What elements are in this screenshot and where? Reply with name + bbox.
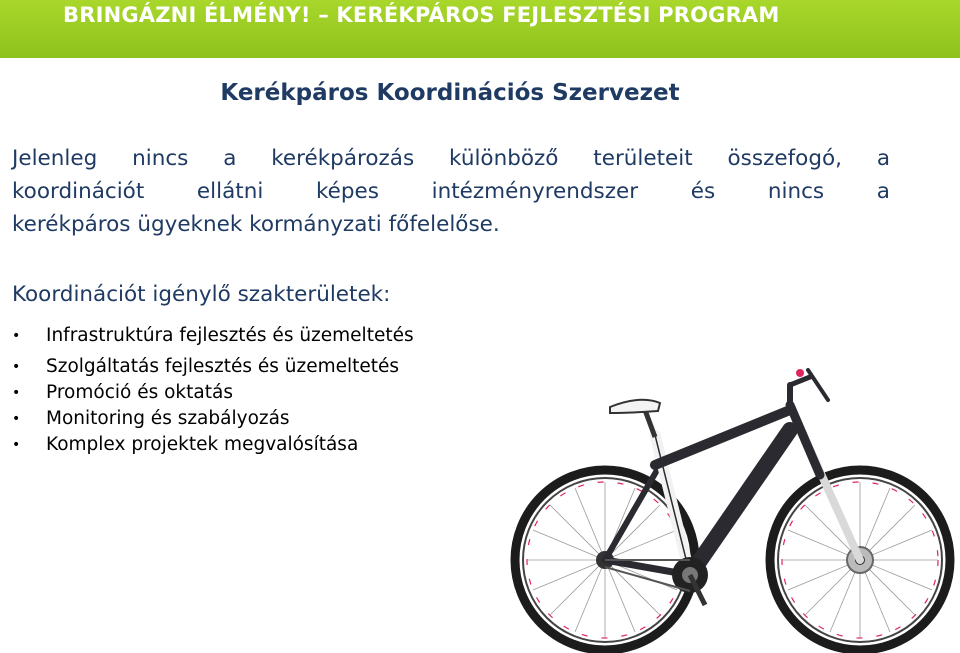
intro-word: nincs bbox=[132, 146, 189, 171]
intro-line-3: kerékpáros ügyeknek kormányzati főfelelőse. bbox=[12, 212, 500, 237]
bicycle-illustration bbox=[490, 355, 955, 653]
bullet-icon: • bbox=[12, 411, 21, 427]
intro-word: és bbox=[690, 179, 716, 204]
bullet-icon: • bbox=[12, 437, 21, 453]
intro-word: ellátni bbox=[196, 179, 264, 204]
intro-word: a bbox=[876, 179, 890, 204]
bullet-icon: • bbox=[12, 328, 21, 344]
page-title: Kerékpáros Koordinációs Szervezet bbox=[220, 80, 680, 106]
bullet-icon: • bbox=[12, 359, 21, 375]
intro-line-2 bbox=[12, 175, 890, 208]
intro-line-1 bbox=[12, 142, 890, 175]
intro-word: intézményrendszer bbox=[431, 179, 639, 204]
intro-word: a bbox=[223, 146, 237, 171]
banner-title: BRINGÁZNI ÉLMÉNY! – KERÉKPÁROS FEJLESZTÉSI PROGRAM bbox=[63, 3, 780, 27]
list-item-text: Infrastruktúra fejlesztés és üzemeltetés bbox=[46, 325, 414, 346]
intro-word: képes bbox=[315, 179, 379, 204]
intro-word: kerékpározás bbox=[271, 146, 415, 171]
list-item-text: Promóció és oktatás bbox=[46, 382, 233, 403]
intro-word: összefogó, bbox=[727, 146, 842, 171]
saddle bbox=[610, 400, 660, 437]
list-item-text: Monitoring és szabályozás bbox=[46, 408, 290, 429]
bullet-icon: • bbox=[12, 385, 21, 401]
intro-paragraph bbox=[12, 142, 890, 241]
intro-word: koordinációt bbox=[12, 179, 145, 204]
intro-word: nincs bbox=[767, 179, 825, 204]
intro-word: különböző bbox=[449, 146, 559, 171]
intro-word: Jelenleg bbox=[12, 146, 98, 171]
list-heading: Koordinációt igénylő szakterületek: bbox=[12, 282, 391, 307]
list-item-text: Komplex projektek megvalósítása bbox=[46, 434, 359, 455]
intro-word: területeit bbox=[593, 146, 693, 171]
list-item-text: Szolgáltatás fejlesztés és üzemeltetés bbox=[46, 356, 400, 377]
header-banner bbox=[0, 0, 960, 58]
intro-word: a bbox=[876, 146, 890, 171]
